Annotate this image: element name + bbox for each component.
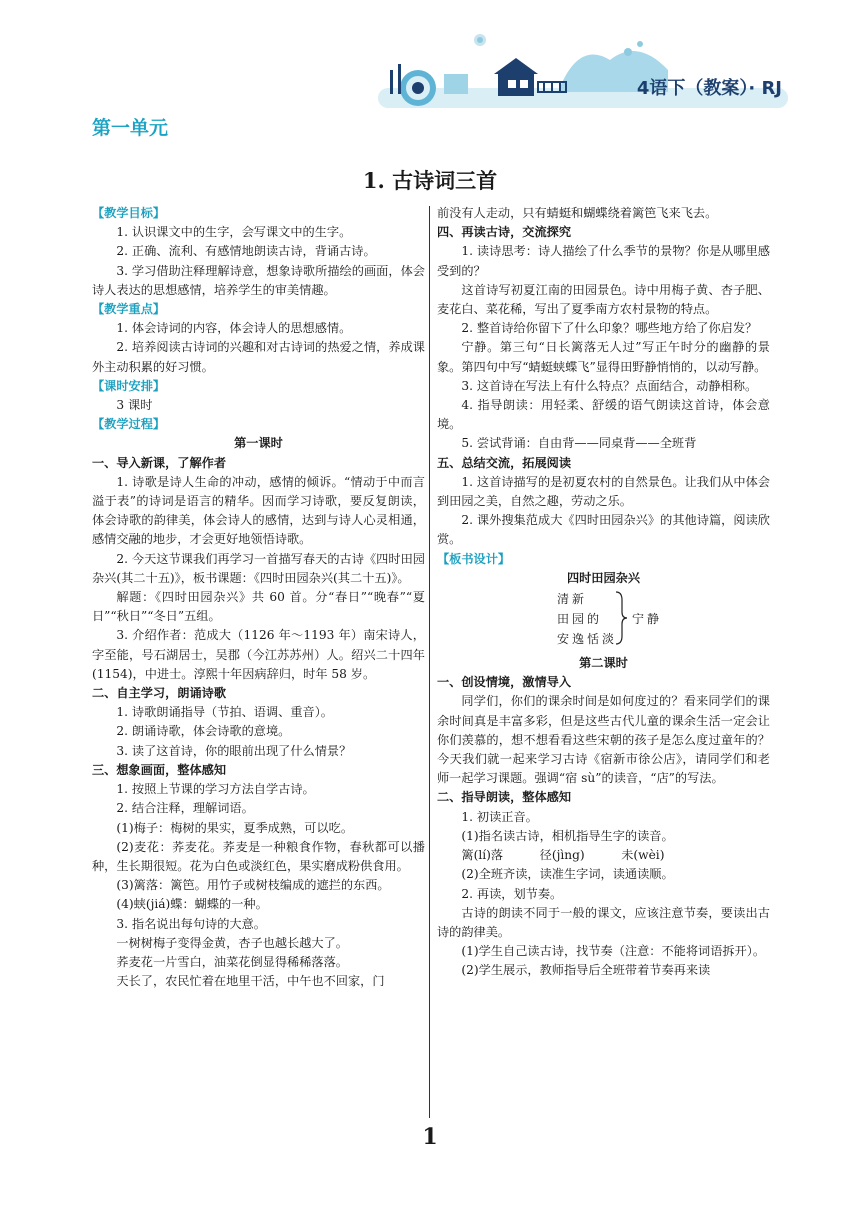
paragraph: (1)梅子：梅树的果实，夏季成熟，可以吃。 bbox=[116, 820, 354, 835]
paragraph: 3. 学习借助注释理解诗意，想象诗歌所描绘的画面，体会诗人表达的思想感情，培养学生的审美情趣。 bbox=[92, 263, 425, 297]
paragraph: 3. 指名说出每句诗的大意。 bbox=[116, 916, 266, 931]
column-divider bbox=[429, 206, 430, 1118]
board-design bbox=[437, 590, 770, 652]
step-heading: 二、指导朗读，整体感知 bbox=[437, 790, 572, 805]
page-number: 1 bbox=[422, 1124, 438, 1150]
board-line: 田园的 bbox=[557, 612, 603, 627]
paragraph: 前没有人走动，只有蜻蜓和蝴蝶绕着篱笆飞来飞去。 bbox=[437, 206, 718, 220]
section-tag: 【教学过程】 bbox=[92, 417, 166, 432]
lesson-title: 1. 古诗词三首 bbox=[362, 168, 498, 193]
right-column bbox=[437, 204, 770, 981]
step-heading: 二、自主学习，朗诵诗歌 bbox=[92, 686, 227, 701]
paragraph: 2. 培养阅读古诗词的兴趣和对古诗词的热爱之情，养成课外主动积累的好习惯。 bbox=[92, 340, 425, 374]
board-summary: 宁静 bbox=[632, 612, 663, 627]
paragraph: 1. 体会诗词的内容，体会诗人的思想感情。 bbox=[116, 321, 352, 336]
paragraph: 2. 正确、流利、有感情地朗读古诗，背诵古诗。 bbox=[116, 244, 376, 259]
paragraph: 2. 再读，划节奏。 bbox=[461, 886, 563, 901]
paragraph: 古诗的朗读不同于一般的课文，应该注意节奏，要读出古诗的韵律美。 bbox=[437, 905, 770, 939]
paragraph: 4. 指导朗读：用轻柔、舒缓的语气朗读这首诗，体会意境。 bbox=[437, 398, 770, 432]
paragraph: 这首诗写初夏江南的田园景色。诗中用梅子黄、杏子肥、麦花白、菜花稀，写出了夏季南方农村景物的特点。 bbox=[437, 282, 770, 317]
left-column bbox=[92, 204, 425, 991]
paragraph: 3 课时 bbox=[116, 398, 153, 413]
step-heading: 一、创设情境，激情导入 bbox=[437, 675, 572, 690]
paragraph: 同学们，你们的课余时间是如何度过的？看来同学们的课余时间真是丰富多彩，但是这些古代儿童的课余生活一定会让你们羡慕的，想不想看看这些宋朝的孩子是怎么度过童年的？今天我们就一起来学习古诗《宿新市徐公店》，请同学们和老师一起学习课题。强调“宿 sù”的读音，“店”的写法。 bbox=[437, 694, 770, 786]
paragraph: 天长了，农民忙着在地里干活，中午也不回家，门 bbox=[116, 974, 385, 989]
unit-title: 第一单元 bbox=[92, 117, 169, 139]
paragraph: 3. 这首诗在写法上有什么特点？点面结合，动静相称。 bbox=[461, 378, 758, 393]
board-line: 安逸恬淡 bbox=[557, 632, 618, 647]
paragraph: 2. 朗诵诗歌，体会诗歌的意境。 bbox=[116, 724, 291, 739]
paragraph: 解题：《四时田园杂兴》共 60 首。分“春日”“晚春”“夏日”“秋日”“冬日”五组。 bbox=[92, 590, 425, 624]
board-title: 四时田园杂兴 bbox=[566, 570, 641, 585]
lesson-period-heading: 第一课时 bbox=[234, 436, 283, 451]
step-heading: 三、想象画面，整体感知 bbox=[92, 762, 227, 777]
paragraph: 2. 结合注释，理解词语。 bbox=[116, 801, 254, 816]
paragraph: (3)篱落：篱笆。用竹子或树枝编成的遮拦的东西。 bbox=[116, 878, 390, 893]
paragraph: 一树树梅子变得金黄，杏子也越长越大了。 bbox=[116, 935, 348, 950]
brace-icon bbox=[614, 590, 628, 646]
section-tag: 【板书设计】 bbox=[437, 551, 511, 566]
board-line: 清新 bbox=[557, 592, 588, 607]
pinyin-line: 篱(lí)落 径(jìng) 未(wèi) bbox=[461, 848, 665, 863]
paragraph: 2. 整首诗给你留下了什么印象？哪些地方给了你启发？ bbox=[461, 321, 758, 336]
paragraph: 2. 今天这节课我们再学习一首描写春天的古诗《四时田园杂兴(其二十五)》，板书课题：《四时田园杂兴(其二十五)》。 bbox=[92, 551, 425, 585]
paragraph: 2. 课外搜集范成大《四时田园杂兴》的其他诗篇，阅读欣赏。 bbox=[437, 513, 770, 547]
step-heading: 五、总结交流，拓展阅读 bbox=[437, 455, 572, 470]
paragraph: 5. 尝试背诵：自由背——同桌背——全班背 bbox=[461, 436, 697, 451]
paragraph: (2)学生展示，教师指导后全班带着节奏再来读 bbox=[461, 963, 711, 978]
paragraph: (4)蛱(jiá)蝶：蝴蝶的一种。 bbox=[116, 897, 268, 912]
paragraph: (2)全班齐读，读准生字词，读通读顺。 bbox=[461, 867, 674, 882]
paragraph: 1. 诗歌朗诵指导（节拍、语调、重音）。 bbox=[116, 705, 333, 720]
paragraph: (2)麦花：荞麦花。荞麦是一种粮食作物，春秋都可以播种，生长期很短。花为白色或淡红色，果实磨成粉供食用。 bbox=[92, 839, 425, 873]
paragraph: (1)指名读古诗，相机指导生字的读音。 bbox=[461, 828, 674, 843]
paragraph: 宁静。第三句“日长篱落无人过”写正午时分的幽静的景象。第四句中写“蜻蜓蛱蝶飞”显得田野静悄悄的，以动写静。 bbox=[437, 340, 770, 374]
paragraph: 1. 初读正音。 bbox=[461, 809, 538, 824]
section-tag: 【教学目标】 bbox=[92, 206, 166, 220]
paragraph: 1. 读诗思考：诗人描绘了什么季节的景物？你是从哪里感受到的？ bbox=[437, 244, 770, 278]
section-tag: 【课时安排】 bbox=[92, 378, 166, 393]
paragraph: 1. 这首诗描写的是初夏农村的自然景色。让我们从中体会到田园之美，自然之趣，劳动之乐。 bbox=[437, 474, 770, 509]
paragraph: 1. 认识课文中的生字，会写课文中的生字。 bbox=[116, 225, 352, 240]
paragraph: 3. 读了这首诗，你的眼前出现了什么情景？ bbox=[116, 743, 352, 758]
section-tag: 【教学重点】 bbox=[92, 302, 166, 317]
step-heading: 四、再读古诗，交流探究 bbox=[437, 225, 572, 240]
paragraph: 1. 诗歌是诗人生命的冲动，感情的倾诉。“情动于中而言溢于表”的诗词是语言的精华。因而学习诗歌，要反复朗读，体会诗歌的韵律美，体会诗人的感情，达到与诗人心灵相通，感情交融的地步，才会更好地领悟诗歌。 bbox=[92, 474, 425, 547]
paragraph: (1)学生自己读古诗，找节奏（注意：不能将词语拆开）。 bbox=[461, 944, 766, 959]
paragraph: 1. 按照上节课的学习方法自学古诗。 bbox=[116, 782, 315, 797]
book-label: 4语下（教案）· RJ bbox=[636, 78, 782, 99]
lesson-period-heading: 第二课时 bbox=[579, 656, 628, 671]
paragraph: 3. 介绍作者：范成大（1126 年～1193 年）南宋诗人，字至能，号石湖居士，吴郡（今江苏苏州）人。绍兴二十四年(1154)，中进士。淳熙十年因病辞归，时年 58 岁。 bbox=[92, 628, 425, 681]
step-heading: 一、导入新课，了解作者 bbox=[92, 455, 227, 470]
paragraph: 荞麦花一片雪白，油菜花倒显得稀稀落落。 bbox=[116, 954, 348, 969]
